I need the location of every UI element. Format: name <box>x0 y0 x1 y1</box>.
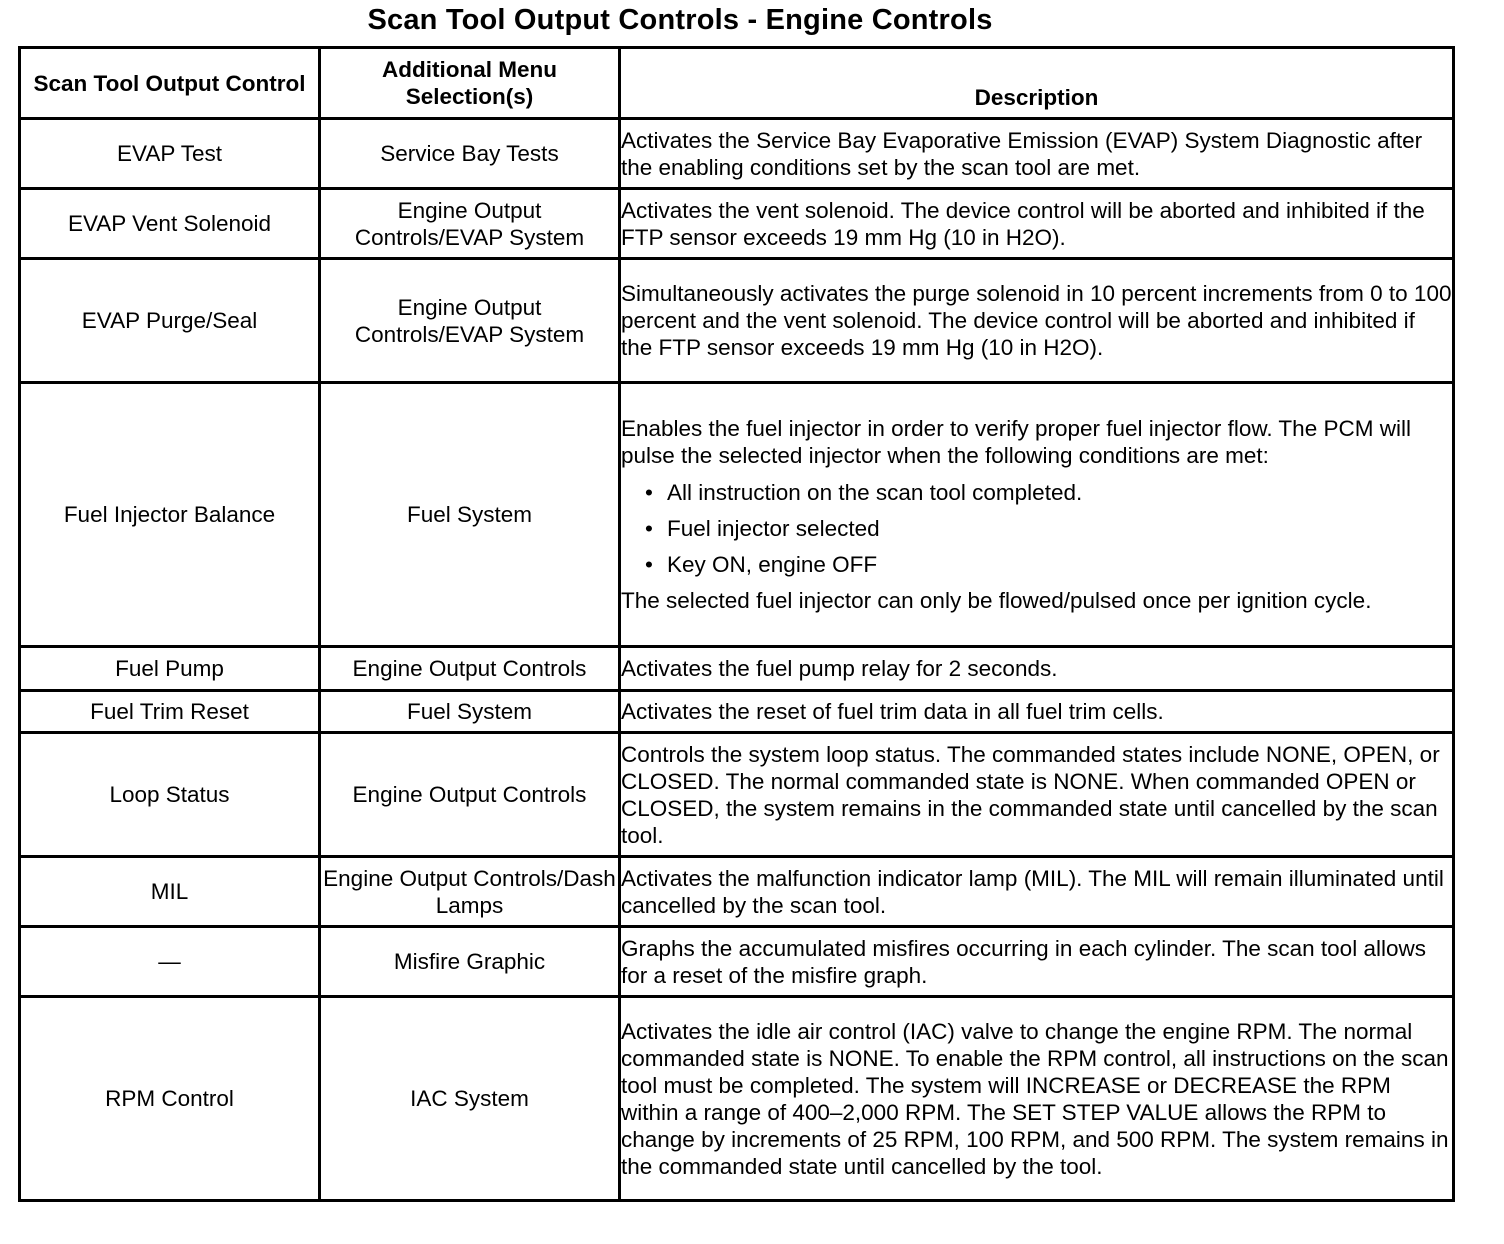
table-row <box>20 259 1454 383</box>
cell-menu-selection: Engine Output Controls <box>320 733 620 857</box>
header-additional-menu: Additional Menu Selection(s) <box>320 48 620 119</box>
list-item: • Fuel injector selected <box>667 511 1452 547</box>
cell-menu-selection: Service Bay Tests <box>320 119 620 189</box>
cell-output-control: EVAP Test <box>20 119 320 189</box>
condition-list <box>621 475 1452 583</box>
cell-description <box>620 383 1454 647</box>
header-description: Description <box>620 48 1454 119</box>
table-row <box>20 733 1454 857</box>
cell-output-control: EVAP Vent Solenoid <box>20 189 320 259</box>
cell-menu-selection: Fuel System <box>320 383 620 647</box>
cell-menu-selection: Engine Output Controls/Dash Lamps <box>320 857 620 927</box>
cell-output-control: Loop Status <box>20 733 320 857</box>
cell-description: Activates the malfunction indicator lamp (MIL). The MIL will remain illuminated until cancelled by the scan tool. <box>620 857 1454 927</box>
cell-output-control: EVAP Purge/Seal <box>20 259 320 383</box>
description-intro: Enables the fuel injector in order to verify proper fuel injector flow. The PCM will pulse the selected injector when the following conditions are met: <box>621 416 1411 468</box>
cell-description: Simultaneously activates the purge solenoid in 10 percent increments from 0 to 100 percent and the vent solenoid. The device control will be aborted and inhibited if the FTP sensor exceeds 19 mm Hg (10 in H2O). <box>620 259 1454 383</box>
cell-menu-selection: Engine Output Controls/EVAP System <box>320 189 620 259</box>
cell-output-control: RPM Control <box>20 997 320 1201</box>
table-row <box>20 383 1454 647</box>
table-row <box>20 927 1454 997</box>
cell-description: Activates the idle air control (IAC) valve to change the engine RPM. The normal commanded state is NONE. To enable the RPM control, all instructions on the scan tool must be completed. The system will INCREASE or DECREASE the RPM within a range of 400–2,000 RPM. The SET STEP VALUE allows the RPM to change by increments of 25 RPM, 100 RPM, and 500 RPM. The system remains in the commanded state until cancelled by the tool. <box>620 997 1454 1201</box>
list-item: • Key ON, engine OFF <box>667 547 1452 583</box>
cell-output-control: Fuel Pump <box>20 647 320 691</box>
table-row <box>20 997 1454 1201</box>
list-item: • All instruction on the scan tool completed. <box>667 475 1452 511</box>
output-controls-table <box>18 46 1455 1202</box>
table-row <box>20 857 1454 927</box>
cell-description: Activates the reset of fuel trim data in all fuel trim cells. <box>620 691 1454 733</box>
table-row <box>20 119 1454 189</box>
page-title: Scan Tool Output Controls - Engine Controls <box>367 4 993 36</box>
cell-menu-selection: Misfire Graphic <box>320 927 620 997</box>
cell-description: Activates the fuel pump relay for 2 seconds. <box>620 647 1454 691</box>
header-output-control: Scan Tool Output Control <box>20 48 320 119</box>
table-row <box>20 189 1454 259</box>
cell-description: Activates the Service Bay Evaporative Emission (EVAP) System Diagnostic after the enabling conditions set by the scan tool are met. <box>620 119 1454 189</box>
cell-output-control: Fuel Trim Reset <box>20 691 320 733</box>
cell-menu-selection: Fuel System <box>320 691 620 733</box>
cell-menu-selection: Engine Output Controls/EVAP System <box>320 259 620 383</box>
cell-output-control: MIL <box>20 857 320 927</box>
cell-description: Activates the vent solenoid. The device control will be aborted and inhibited if the FTP sensor exceeds 19 mm Hg (10 in H2O). <box>620 189 1454 259</box>
cell-description: Graphs the accumulated misfires occurring in each cylinder. The scan tool allows for a reset of the misfire graph. <box>620 927 1454 997</box>
cell-menu-selection: IAC System <box>320 997 620 1201</box>
description-outro: The selected fuel injector can only be flowed/pulsed once per ignition cycle. <box>621 588 1372 613</box>
cell-output-control: — <box>20 927 320 997</box>
table-row <box>20 691 1454 733</box>
table-header-row <box>20 48 1454 119</box>
cell-menu-selection: Engine Output Controls <box>320 647 620 691</box>
cell-output-control: Fuel Injector Balance <box>20 383 320 647</box>
table-row <box>20 647 1454 691</box>
cell-description: Controls the system loop status. The commanded states include NONE, OPEN, or CLOSED. The normal commanded state is NONE. When commanded OPEN or CLOSED, the system remains in the commanded state until cancelled by the scan tool. <box>620 733 1454 857</box>
